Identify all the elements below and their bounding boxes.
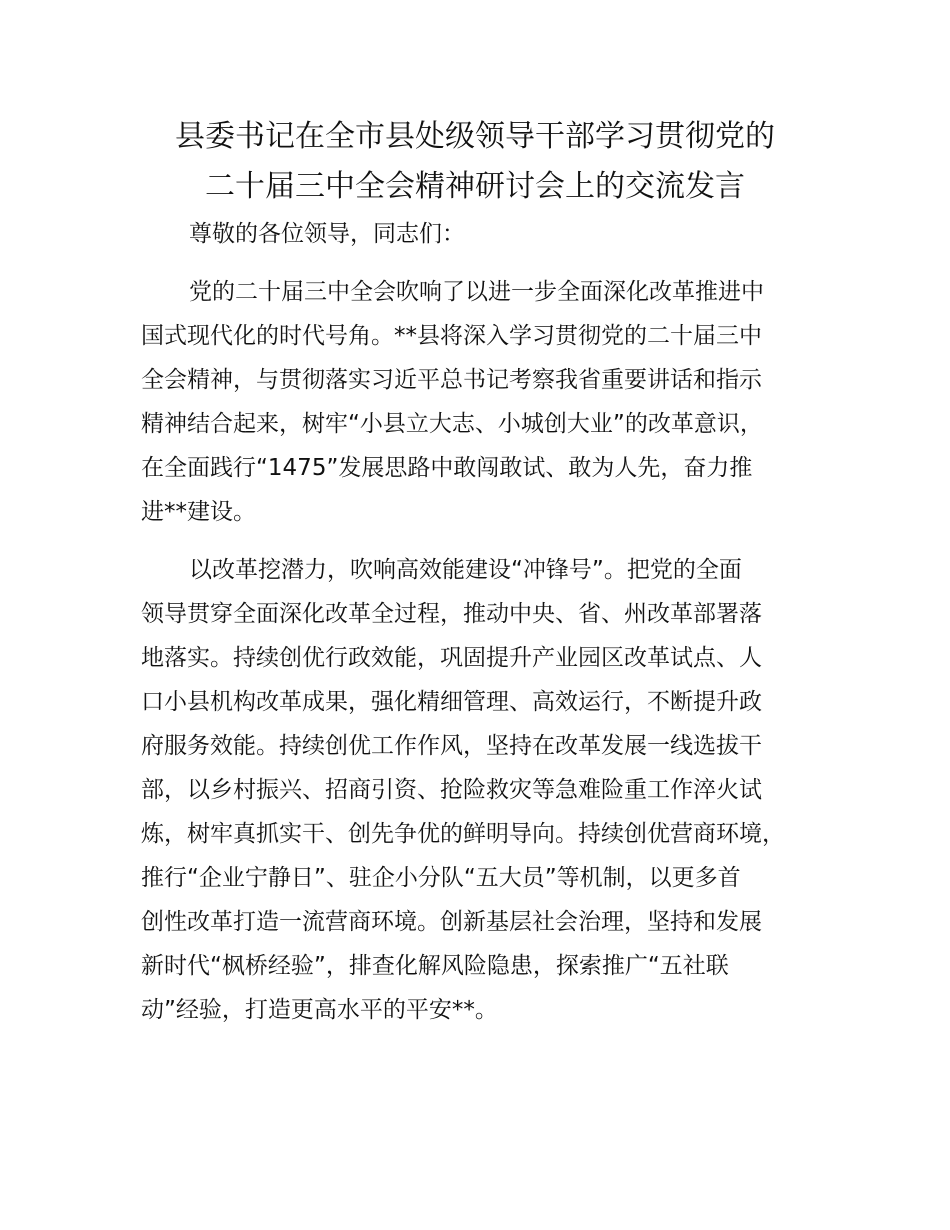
paragraph-1-line: 精神结合起来，树牢“小县立大志、小城创大业”的改革意识，: [141, 411, 763, 437]
document-title: [100, 112, 850, 212]
salutation: 尊敬的各位领导，同志们：: [189, 221, 465, 247]
title-line-1: 县委书记在全市县处级领导干部学习贯彻党的: [175, 119, 775, 154]
title-line-2: 二十届三中全会精神研讨会上的交流发言: [205, 169, 745, 204]
paragraph-2-line: 动”经验，打造更高水平的平安**。: [141, 997, 498, 1023]
paragraph-1-line: 全会精神，与贯彻落实习近平总书记考察我省重要讲话和指示: [141, 367, 762, 393]
paragraph-1: [141, 270, 831, 534]
paragraph-2-line: 地落实。持续创优行政效能，巩固提升产业园区改革试点、人: [141, 645, 762, 671]
paragraph-2-line: 府服务效能。持续创优工作作风，坚持在改革发展一线选拔干: [141, 733, 762, 759]
paragraph-2-line: 以改革挖潜力，吹响高效能建设“冲锋号”。把党的全面: [189, 557, 742, 583]
paragraph-2-line: 口小县机构改革成果，强化精细管理、高效运行，不断提升政: [141, 689, 762, 715]
paragraph-2-line: 炼，树牢真抓实干、创先争优的鲜明导向。持续创优营商环境，: [141, 821, 785, 847]
paragraph-1-line: 在全面践行“1475”发展思路中敢闯敢试、敢为人先，奋力推: [141, 455, 753, 481]
paragraph-2-line: 创性改革打造一流营商环境。创新基层社会治理，坚持和发展: [141, 909, 762, 935]
paragraph-1-line: 进**建设。: [141, 499, 256, 525]
paragraph-2-line: 新时代“枫桥经验”，排查化解风险隐患，探索推广“五社联: [141, 953, 729, 979]
paragraph-2-line: 领导贯穿全面深化改革全过程，推动中央、省、州改革部署落: [141, 601, 762, 627]
paragraph-1-line: 国式现代化的时代号角。**县将深入学习贯彻党的二十届三中: [141, 323, 762, 349]
paragraph-2: [141, 548, 831, 1032]
document-body: [141, 212, 831, 1046]
paragraph-1-line: 党的二十届三中全会吹响了以进一步全面深化改革推进中: [189, 279, 764, 305]
paragraph-2-line: 部，以乡村振兴、招商引资、抢险救灾等急难险重工作淬火试: [141, 777, 762, 803]
paragraph-2-line: 推行“企业宁静日”、驻企小分队“五大员”等机制，以更多首: [141, 865, 741, 891]
